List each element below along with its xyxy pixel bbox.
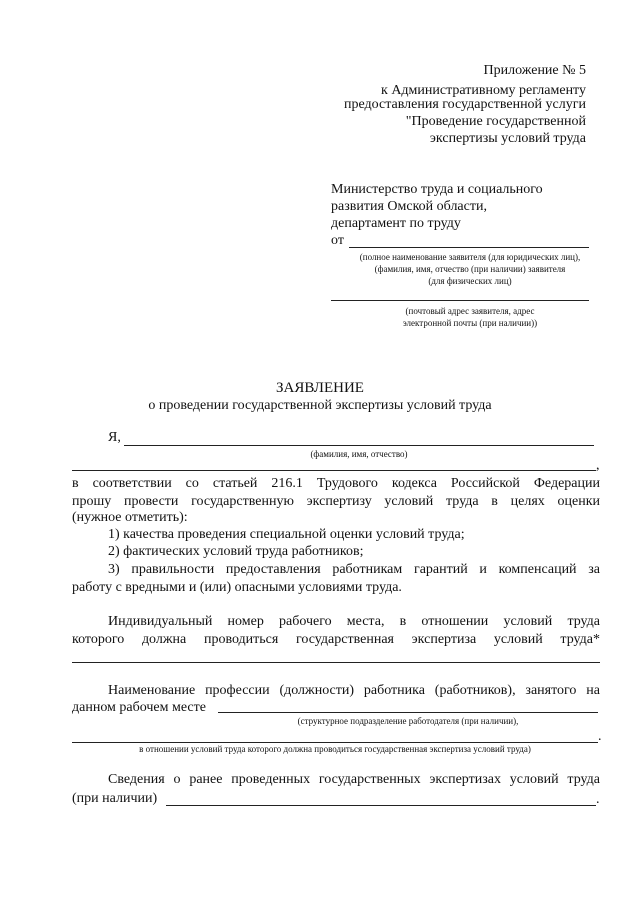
conditions-hint: в отношении условий труда которого должна проводиться государственная экспертиза условий труда): [139, 744, 531, 754]
appendix-service-name: "Проведение государственной: [405, 114, 586, 129]
applicant-name-hint: (полное наименование заявителя (для юридических лиц),: [359, 252, 581, 262]
profession-line2: данном рабочем месте: [72, 700, 206, 715]
option-3-line2: работу с вредными и (или) опасными условиями труда.: [72, 580, 402, 595]
profession-field[interactable]: [218, 712, 598, 713]
profession-line1: Наименование профессии (должности) работника (работников), занятого на: [108, 683, 600, 698]
document-subtitle: о проведении государственной экспертизы условий труда: [148, 398, 492, 413]
fio-continuation-field[interactable]: [72, 470, 596, 471]
workplace-number-field[interactable]: [72, 662, 600, 663]
subdivision-hint: (структурное подразделение работодателя (при наличии),: [297, 716, 519, 726]
option-2[interactable]: 2) фактических условий труда работников;: [108, 544, 364, 559]
addressee-department: департамент по труду: [331, 216, 461, 231]
previous-dot: .: [596, 792, 600, 807]
workplace-line1: Индивидуальный номер рабочего места, в отношении условий труда: [108, 614, 600, 629]
email-hint: электронной почты (при наличии)): [402, 318, 538, 328]
applicant-address-field[interactable]: [331, 300, 589, 301]
appendix-service-name-2: экспертизы условий труда: [429, 131, 586, 146]
fio-comma: ,: [596, 458, 600, 473]
option-1[interactable]: 1) качества проведения специальной оценки условий труда;: [108, 527, 465, 542]
appendix-number: Приложение № 5: [483, 63, 586, 78]
applicant-person-hint: (для физических лиц): [428, 276, 512, 286]
profession-dot: .: [598, 729, 602, 744]
previous-field[interactable]: [166, 805, 596, 806]
document-title: ЗАЯВЛЕНИЕ: [276, 380, 364, 396]
addressee-ministry: Министерство труда и социального: [331, 182, 543, 197]
appendix-reglament: к Административному регламенту: [381, 83, 586, 98]
subdivision-field[interactable]: [72, 742, 598, 743]
fio-field[interactable]: [124, 445, 594, 446]
fio-hint: (фамилия, имя, отчество): [310, 449, 408, 459]
statement-p1: в соответствии со статьей 216.1 Трудового кодекса Российской Федерации: [72, 476, 600, 491]
address-hint: (почтовый адрес заявителя, адрес: [405, 306, 535, 316]
previous-line2: (при наличии): [72, 791, 158, 806]
statement-p3: (нужное отметить):: [72, 510, 188, 525]
statement-p2: прошу провести государственную экспертизу условий труда в целях оценки: [72, 494, 600, 509]
appendix-service: предоставления государственной услуги: [344, 97, 586, 112]
applicant-fio-hint: (фамилия, имя, отчество (при наличии) заявителя: [374, 264, 566, 274]
from-label: от: [331, 233, 344, 248]
previous-line1: Сведения о ранее проведенных государственных экспертизах условий труда: [108, 772, 600, 787]
applicant-name-field[interactable]: [349, 247, 589, 248]
workplace-line2: которого должна проводиться государственная экспертиза условий труда*: [72, 632, 600, 647]
ya-label: Я,: [108, 430, 121, 445]
addressee-region: развития Омской области,: [331, 199, 487, 214]
option-3-line1[interactable]: 3) правильности предоставления работникам гарантий и компенсаций за: [108, 562, 600, 577]
